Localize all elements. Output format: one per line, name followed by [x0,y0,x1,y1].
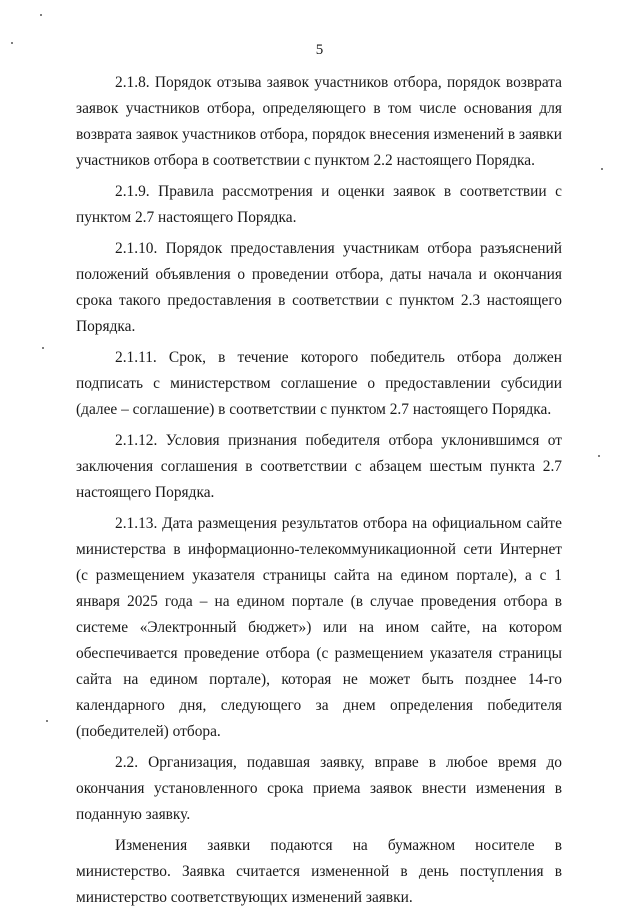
scan-speck [601,168,603,170]
paragraph-2-1-9: 2.1.9. Правила рассмотрения и оценки заявок в соответствии с пунктом 2.7 настоящего Порядка. [76,183,562,226]
page-number: 5 [315,42,324,58]
paragraph-2-1-13: 2.1.13. Дата размещения результатов отбора на официальном сайте министерства в информационно-телекоммуникационной сети Интернет (с размещением указателя страницы сайта на едином портале), а с 1 января 2025 года – на едином портале (в случае проведения отбора в системе «Электронный бюджет») или на ином сайте, на котором обеспечивается проведение отбора (с размещением указателя страницы сайта на едином портале), которая не может быть позднее 14-го календарного дня, следующего за днем определения победителя (победителей) отбора. [76,515,562,740]
paragraph-2-2: 2.2. Организация, подавшая заявку, вправе в любое время до окончания установленного срока приема заявок внести изменения в поданную заявку. [76,754,562,823]
paragraph-2-1-10: 2.1.10. Порядок предоставления участникам отбора разъяснений положений объявления о проведении отбора, даты начала и окончания срока такого предоставления в соответствии с пунктом 2.3 настоящего Порядка. [76,240,562,335]
scan-speck [42,347,44,349]
paragraph-2-1-12: 2.1.12. Условия признания победителя отбора уклонившимся от заключения соглашения в соответствии с абзацем шестым пункта 2.7 настоящего Порядка. [76,432,562,501]
scan-speck [598,455,600,457]
paragraph-changes: Изменения заявки подаются на бумажном носителе в министерство. Заявка считается измененной в день поступления в министерство соответствующих изменений заявки. [76,837,562,906]
scan-speck [492,880,494,882]
document-body [76,70,562,911]
scan-speck [46,720,48,722]
scan-speck [40,14,42,16]
paragraph-2-1-8: 2.1.8. Порядок отзыва заявок участников отбора, порядок возврата заявок участников отбора, определяющего в том числе основания для возврата заявок участников отбора, порядок внесения изменений в заявки участников отбора в соответствии с пунктом 2.2 настоящего Порядка. [76,74,562,169]
paragraph-2-1-11: 2.1.11. Срок, в течение которого победитель отбора должен подписать с министерством соглашение о предоставлении субсидии (далее – соглашение) в соответствии с пунктом 2.7 настоящего Порядка. [76,349,562,418]
scan-speck [11,42,13,44]
